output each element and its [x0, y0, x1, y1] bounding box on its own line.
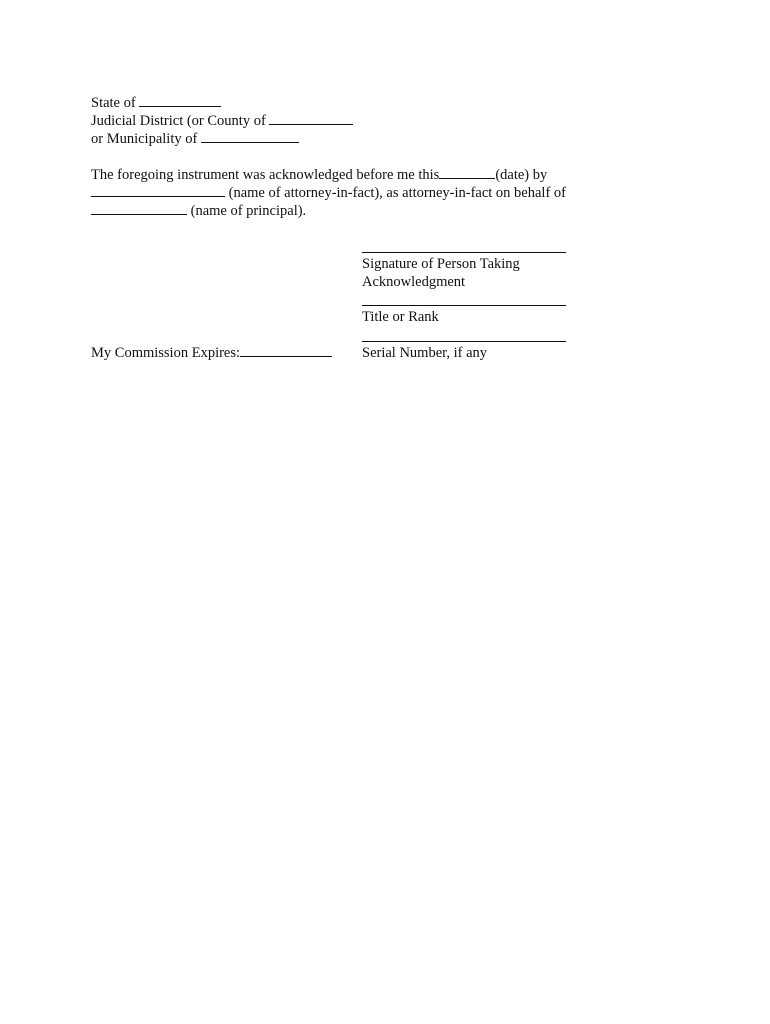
state-line: [91, 94, 221, 112]
state-blank: [139, 94, 221, 107]
state-label: State of: [91, 95, 136, 111]
commission-blank: [240, 344, 332, 357]
date-label: (date) by: [495, 167, 548, 183]
municipality-blank: [201, 130, 299, 143]
signature-label-1: Signature of Person Taking: [362, 256, 520, 272]
commission-line: [91, 344, 332, 362]
acknowledgment-text-1: The foregoing instrument was acknowledged before me this: [91, 167, 440, 183]
title-label: Title or Rank: [362, 309, 439, 325]
serial-label: Serial Number, if any: [362, 345, 488, 361]
acknowledgment-line-2: [91, 184, 566, 202]
acknowledgment-text-3: (name of principal).: [190, 203, 307, 219]
commission-label: My Commission Expires:: [91, 345, 241, 361]
title-line: [362, 305, 566, 306]
acknowledgment-text-2: (name of attorney-in-fact), as attorney-in-fact on behalf of: [228, 185, 566, 201]
signature-label-2: Acknowledgment: [362, 274, 466, 290]
district-line: [91, 112, 353, 130]
serial-line: [362, 341, 566, 342]
municipality-line: [91, 130, 299, 148]
signature-line: [362, 252, 566, 253]
acknowledgment-line-3: [91, 202, 306, 220]
acknowledgment-line-1: [91, 166, 547, 184]
municipality-label: or Municipality of: [91, 131, 198, 147]
principal-blank: [91, 202, 187, 215]
district-blank: [269, 112, 353, 125]
date-blank: [439, 166, 495, 179]
district-label: Judicial District (or County of: [91, 113, 266, 129]
attorney-blank: [91, 184, 225, 197]
